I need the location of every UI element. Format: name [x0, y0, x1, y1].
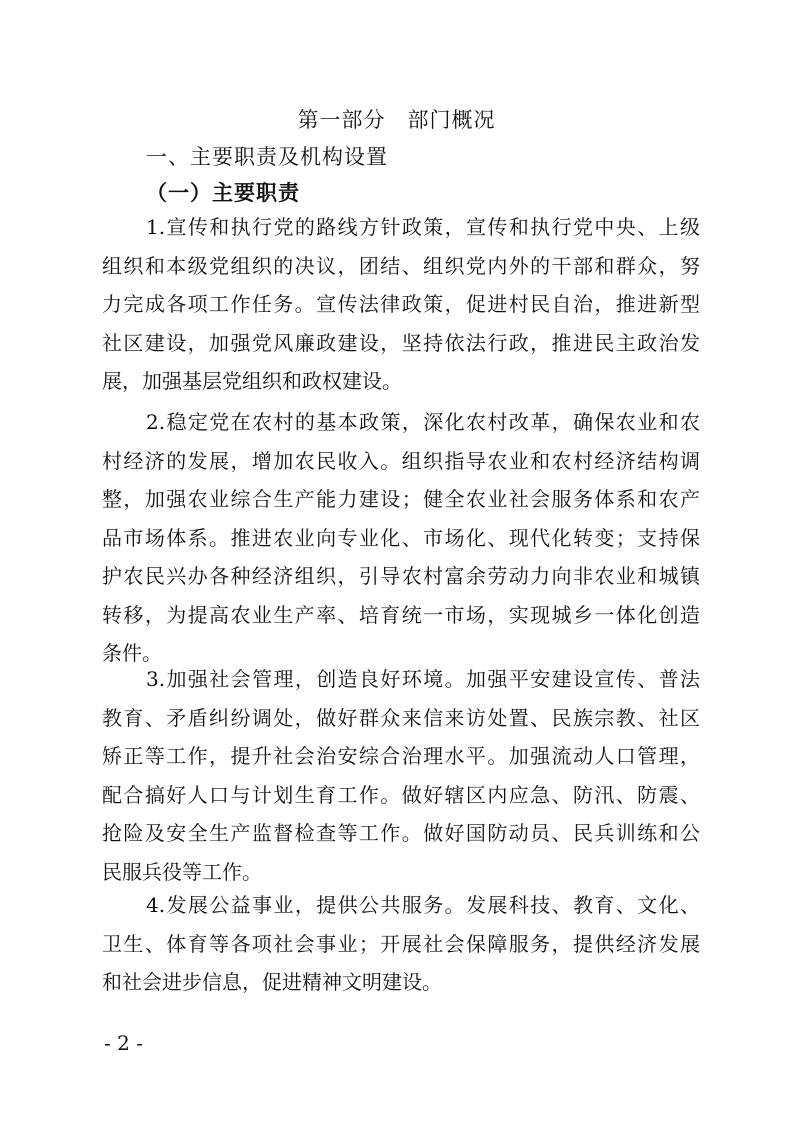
paragraph-line: 教育、矛盾纠纷调处，做好群众来信来访处置、民族宗教、社区	[102, 705, 700, 730]
paragraph-line: 和社会进步信息，促进精神文明建设。	[102, 970, 442, 994]
paragraph-line: 2.稳定党在农村的基本政策，深化农村改革，确保农业和农	[146, 410, 700, 434]
paragraph-line: 民服兵役等工作。	[102, 859, 262, 884]
paragraph-line: 整，加强农业综合生产能力建设；健全农业社会服务体系和农产	[102, 487, 700, 511]
paragraph-line: 1.宣传和执行党的路线方针政策，宣传和执行党中央、上级	[146, 215, 700, 239]
paragraph-line: 力完成各项工作任务。宣传法律政策，促进村民自治，推进新型	[102, 292, 700, 316]
paragraph-2	[102, 403, 700, 673]
paragraph-line: 转移，为提高农业生产率、培育统一市场，实现城乡一体化创造	[102, 602, 700, 627]
paragraph-3	[102, 660, 700, 891]
paragraph-line: 组织和本级党组织的决议，团结、组织党内外的干部和群众，努	[102, 253, 700, 278]
section-heading: 一、主要职责及机构设置	[146, 145, 388, 169]
paragraph-line: 3.加强社会管理，创造良好环境。加强平安建设宣传、普法	[146, 667, 700, 691]
paragraph-line: 村经济的发展，增加农民收入。组织指导农业和农村经济结构调	[102, 448, 700, 473]
paragraph-line: 配合搞好人口与计划生育工作。做好辖区内应急、防汛、防震、	[102, 782, 700, 807]
page-number: - 2 -	[104, 1031, 143, 1055]
paragraph-line: 条件。	[102, 641, 162, 665]
paragraph-line: 护农民兴办各种经济组织，引导农村富余劳动力向非农业和城镇	[102, 564, 700, 588]
part-title: 第一部分 部门概况	[297, 108, 496, 132]
paragraph-4	[102, 886, 700, 1002]
paragraph-line: 社区建设，加强党风廉政建设，坚持依法行政，推进民主政治发	[102, 330, 700, 355]
paragraph-line: 展，加强基层党组织和政权建设。	[102, 369, 402, 393]
paragraph-1	[102, 208, 700, 401]
paragraph-line: 品市场体系。推进农业向专业化、市场化、现代化转变；支持保	[102, 525, 700, 550]
paragraph-line: 抢险及安全生产监督检查等工作。做好国防动员、民兵训练和公	[102, 821, 700, 845]
paragraph-line: 矫正等工作，提升社会治安综合治理水平。加强流动人口管理，	[102, 744, 700, 768]
sub-heading: （一）主要职责	[146, 180, 300, 205]
paragraph-line: 4.发展公益事业，提供公共服务。发展科技、教育、文化、	[146, 893, 700, 917]
paragraph-line: 卫生、体育等各项社会事业；开展社会保障服务，提供经济发展	[102, 931, 700, 956]
